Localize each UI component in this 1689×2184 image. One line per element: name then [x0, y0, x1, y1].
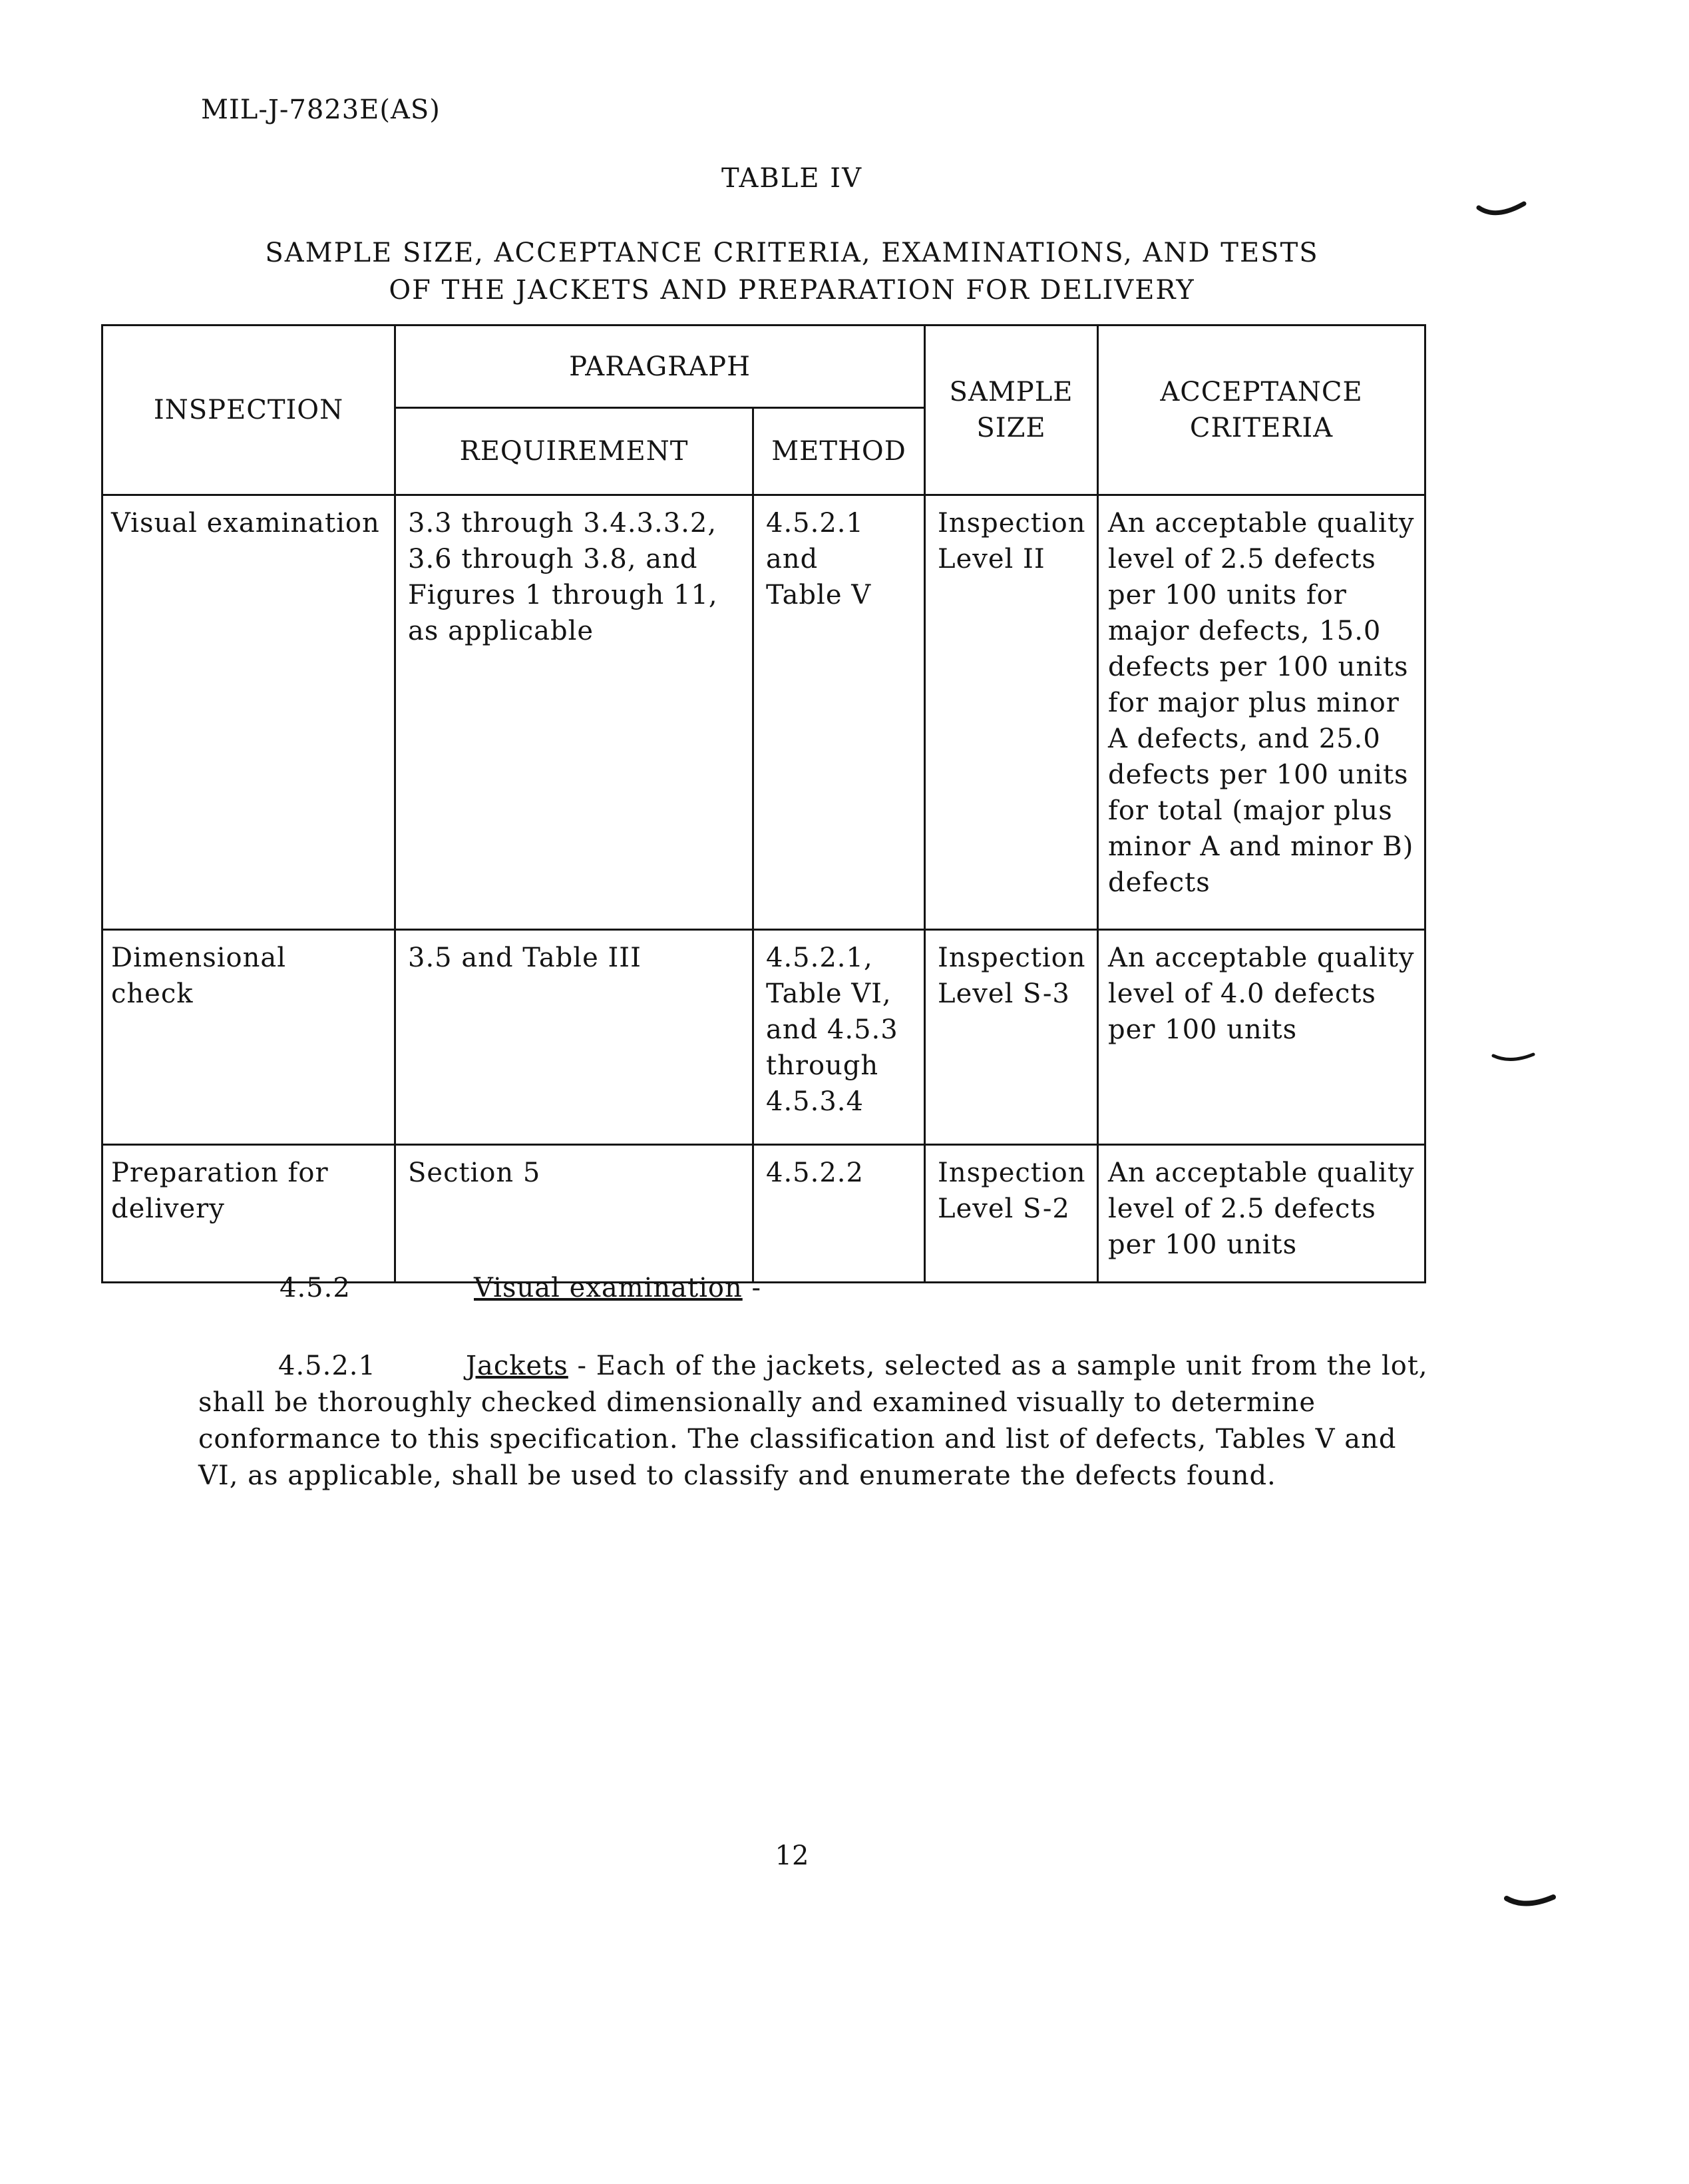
table-title: TABLE IV: [721, 163, 862, 194]
header-requirement: REQUIREMENT: [395, 408, 753, 495]
cell-sample-size: Inspection Level II: [925, 495, 1098, 930]
table-caption-line: SAMPLE SIZE, ACCEPTANCE CRITERIA, EXAMINATIONS, AND TESTS: [265, 238, 1319, 268]
header-method: METHOD: [753, 408, 925, 495]
table-row: [102, 495, 1425, 930]
header-paragraph: PARAGRAPH: [395, 326, 925, 408]
header-sample-size: SAMPLE SIZE: [925, 326, 1098, 495]
cell-requirement: 3.5 and Table III: [395, 930, 753, 1145]
header-acceptance-criteria: ACCEPTANCE CRITERIA: [1098, 326, 1425, 495]
cell-acceptance-criteria: An acceptable quality level of 2.5 defects per 100 units for major defects, 15.0 defects per 100 units for major plus minor A defects, and 25.0 defects per 100 units for total (major plus minor A and minor B) defects: [1098, 495, 1425, 930]
section-heading-4-5-2: [280, 1273, 761, 1303]
inspection-table: [101, 324, 1426, 1283]
scan-mark: [1504, 1889, 1557, 1913]
cell-method: 4.5.2.1, Table VI, and 4.5.3 through 4.5.3.4: [753, 930, 925, 1145]
subsection-number: 4.5.2.1: [278, 1351, 376, 1381]
cell-method: 4.5.2.2: [753, 1145, 925, 1283]
table-caption-line: OF THE JACKETS AND PREPARATION FOR DELIVERY: [389, 275, 1195, 306]
table-caption: [200, 234, 1384, 309]
cell-inspection: Visual examination: [102, 495, 395, 930]
table-header-row: [102, 326, 1425, 408]
scan-mark: [1476, 197, 1529, 224]
section-number: 4.5.2: [280, 1273, 351, 1303]
document-id: MIL-J-7823E(AS): [201, 95, 441, 125]
table-row: [102, 930, 1425, 1145]
table-row: [102, 1145, 1425, 1283]
cell-sample-size: Inspection Level S-3: [925, 930, 1098, 1145]
cell-requirement: 3.3 through 3.4.3.3.2, 3.6 through 3.8, and Figures 1 through 11, as applicable: [395, 495, 753, 930]
cell-requirement: Section 5: [395, 1145, 753, 1283]
section-paragraph-4-5-2-1: [198, 1348, 1437, 1494]
subsection-text: - Each of the jackets, selected as a sample unit from the lot, shall be thoroughly checked dimensionally and examined visually to determine conformance to this specification. The classification and list of defects, Tables V and VI, as applicable, shall be used to classify and enumerate the defects found.: [198, 1351, 1428, 1491]
cell-acceptance-criteria: An acceptable quality level of 2.5 defects per 100 units: [1098, 1145, 1425, 1283]
subsection-title: Jackets: [466, 1351, 568, 1381]
cell-inspection: Preparation for delivery: [102, 1145, 395, 1283]
cell-acceptance-criteria: An acceptable quality level of 4.0 defects per 100 units: [1098, 930, 1425, 1145]
header-inspection: INSPECTION: [102, 326, 395, 495]
section-title-dash: -: [742, 1273, 761, 1303]
cell-sample-size: Inspection Level S-2: [925, 1145, 1098, 1283]
section-title: Visual examination: [474, 1273, 743, 1303]
page-number: 12: [775, 1841, 809, 1871]
scan-mark: [1491, 1048, 1537, 1068]
cell-method: 4.5.2.1 and Table V: [753, 495, 925, 930]
cell-inspection: Dimensional check: [102, 930, 395, 1145]
